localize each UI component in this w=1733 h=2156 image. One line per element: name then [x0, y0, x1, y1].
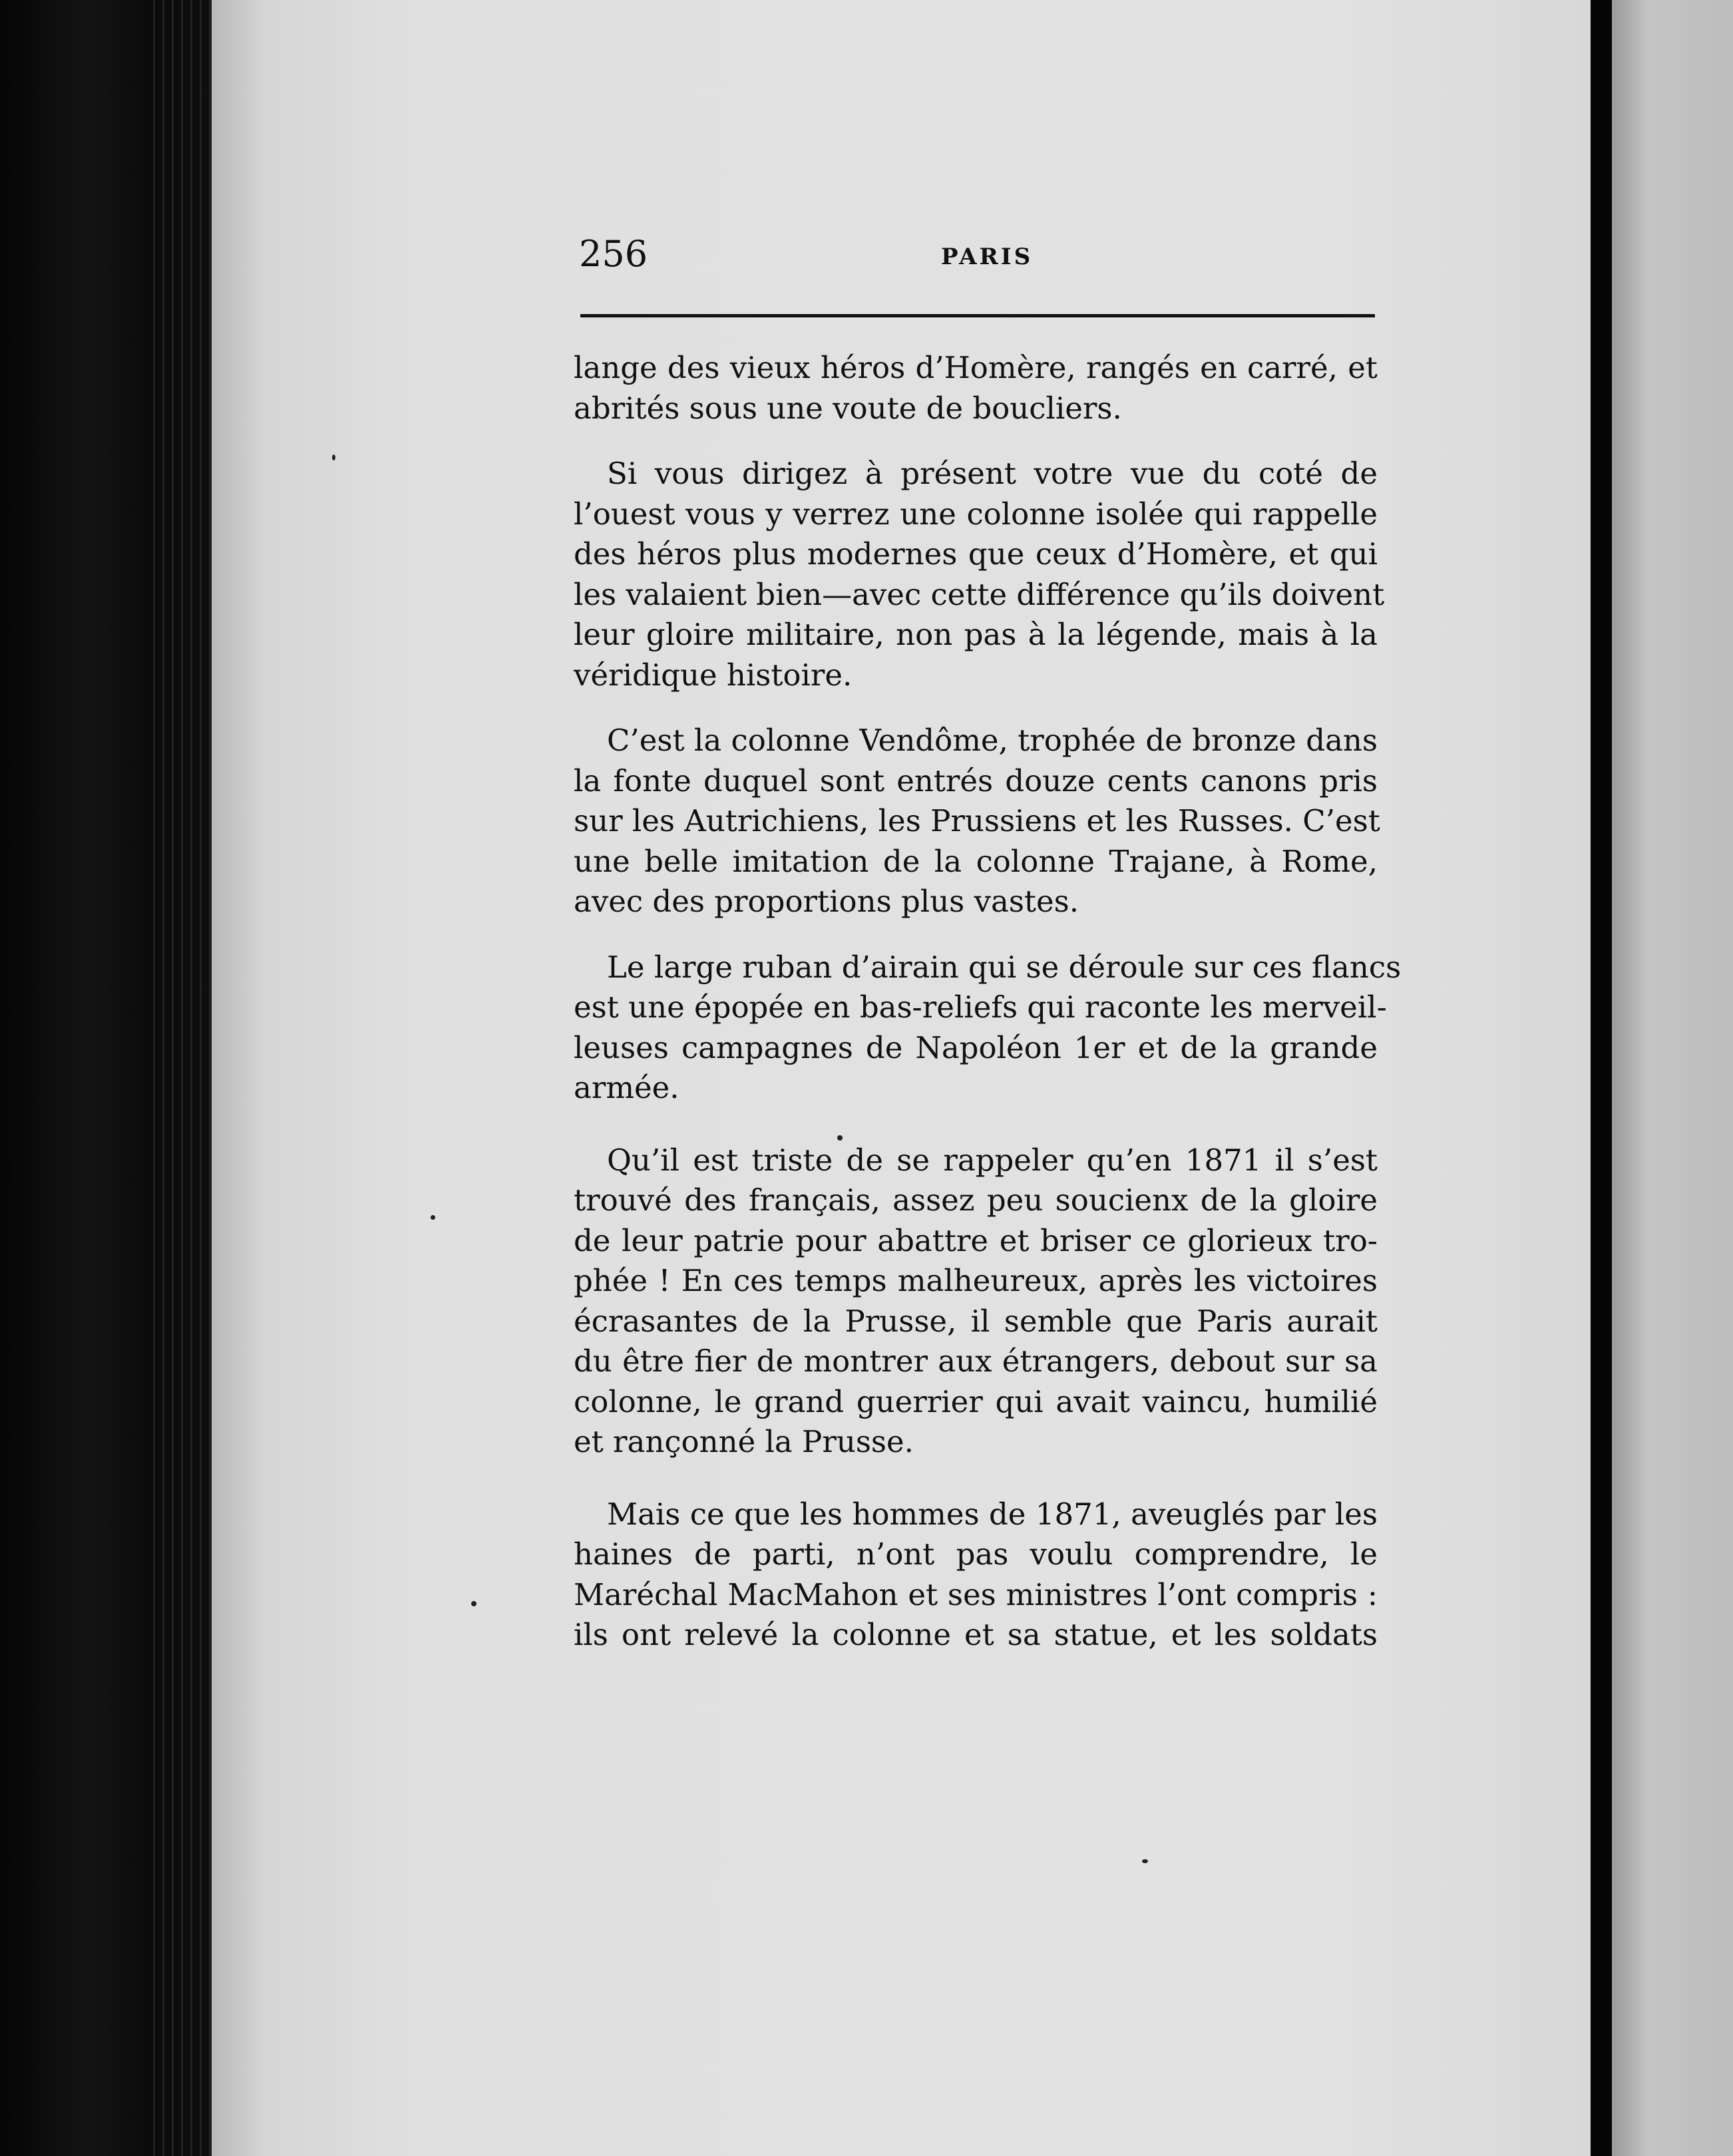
text-line: les valaient bien—avec cette différence qu’ils doivent [574, 576, 1385, 612]
text-line: armée. [574, 1070, 679, 1105]
text-line: leur gloire militaire, non pas à la légende, mais à la [574, 617, 1378, 652]
text-line: Le large ruban d’airain qui se déroule sur ces flancs [607, 949, 1402, 985]
text-line: haines de parti, n’ont pas voulu comprendre, le [574, 1536, 1378, 1572]
text-line: leuses campagnes de Napoléon 1er et de la grande [574, 1029, 1378, 1065]
scan-speck [837, 1135, 843, 1141]
text-line: Mais ce que les hommes de 1871, aveuglés par les [607, 1496, 1378, 1532]
scan-speck [431, 1215, 435, 1220]
paragraph-gap [574, 429, 1378, 454]
page-number: 256 [579, 233, 648, 275]
text-line: abrités sous une voute de boucliers. [574, 390, 1122, 426]
paragraph-gap [574, 1463, 1378, 1495]
text-line: Maréchal MacMahon et ses ministres l’ont compris : [574, 1576, 1378, 1612]
binding-page-edges [153, 0, 213, 2156]
paragraph-3 [574, 721, 1378, 922]
text-line: la fonte duquel sont entrés douze cents canons pris [574, 763, 1378, 799]
text-line: Si vous dirigez à présent votre vue du coté de [607, 456, 1378, 491]
text-line: l’ouest vous y verrez une colonne isolée qui rappelle [574, 496, 1378, 532]
next-page-edge [1612, 0, 1733, 2156]
text-line: et rançonné la Prusse. [574, 1424, 914, 1459]
scan-speck [471, 1601, 477, 1606]
text-line: du être fier de montrer aux étrangers, debout sur sa [574, 1344, 1378, 1379]
header-rule [580, 314, 1375, 317]
gutter-shadow [1591, 0, 1612, 2156]
scan-speck [332, 454, 335, 460]
scan-speck [1142, 1859, 1148, 1863]
text-line: trouvé des français, assez peu soucienx de la gloire [574, 1182, 1378, 1218]
text-line: de leur patrie pour abattre et briser ce glorieux tro- [574, 1222, 1378, 1258]
text-line: sur les Autrichiens, les Prussiens et les Russes. C’est [574, 803, 1380, 838]
paragraph-6 [574, 1495, 1378, 1656]
text-line: lange des vieux héros d’Homère, rangés en carré, et [574, 350, 1378, 385]
text-line: avec des proportions plus vastes. [574, 884, 1079, 919]
text-line: véridique histoire. [574, 657, 853, 693]
paragraph-gap [574, 695, 1378, 721]
text-line: colonne, le grand guerrier qui avait vaincu, humilié [574, 1383, 1378, 1419]
text-line: est une épopée en bas-reliefs qui raconte les merveil- [574, 989, 1387, 1025]
paragraph-2 [574, 454, 1385, 695]
body-text [574, 348, 1402, 1656]
paragraph-gap [574, 922, 1378, 948]
text-line: écrasantes de la Prusse, il semble que Paris aurait [574, 1303, 1378, 1339]
paragraph-gap [574, 1109, 1378, 1141]
running-head: PARIS [941, 244, 1034, 270]
paragraph-1 [574, 348, 1378, 429]
paragraph-4 [574, 948, 1402, 1109]
text-line: C’est la colonne Vendôme, trophée de bronze dans [607, 723, 1378, 758]
text-line: phée ! En ces temps malheureux, après les victoires [574, 1263, 1378, 1298]
text-line: une belle imitation de la colonne Trajane, à Rome, [574, 843, 1378, 879]
text-line: ils ont relevé la colonne et sa statue, et les soldats [574, 1617, 1378, 1652]
text-line: des héros plus modernes que ceux d’Homère, et qui [574, 536, 1378, 572]
text-line: Qu’il est triste de se rappeler qu’en 1871 il s’est [607, 1142, 1378, 1178]
paragraph-5 [574, 1141, 1378, 1463]
